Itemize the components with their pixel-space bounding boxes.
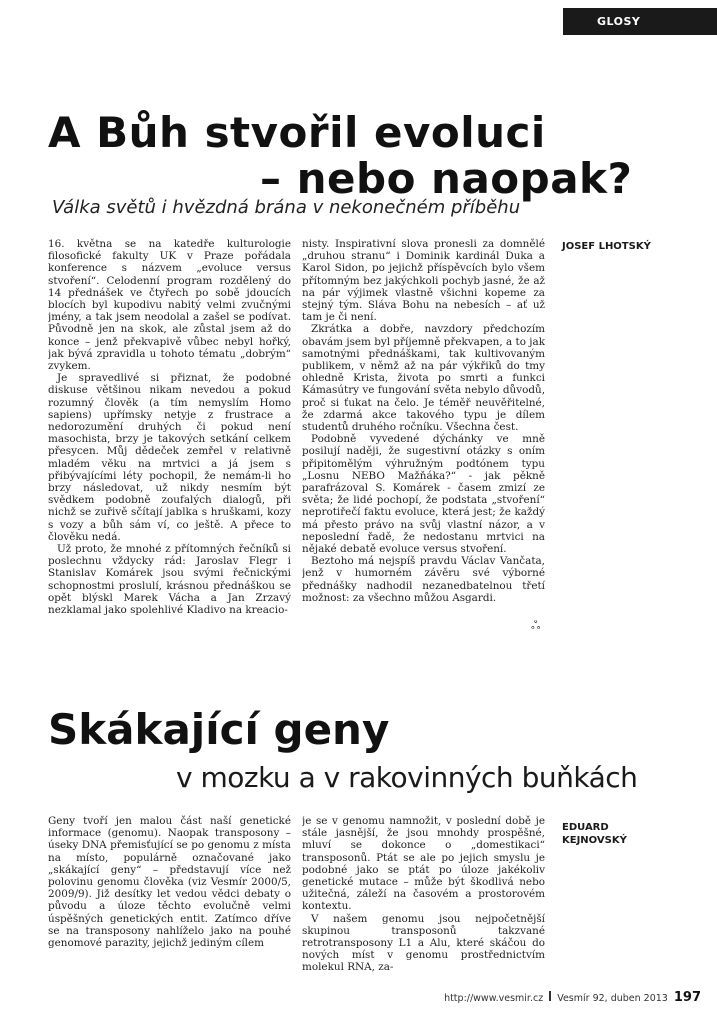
article-1-paragraph: Už proto, že mnohé z přítomných řečníků si poslechnu vždycky rád: Jaroslav Flegr i Stanislav Komárek jsou svými řečnickými schopnostmi proslulí, krásnou přednáškou se opět blýskl Marek Vácha a Jan Zrzavý nezklamal jako spolehlivé Kladivo na kreacio- [48,543,291,617]
end-mark-icon: ஃ [531,618,541,632]
footer-separator [549,991,551,1001]
article-2-subtitle: v mozku a v rakovinných buňkách [176,761,638,794]
article-2-paragraph: je se v genomu namnožit, v poslední době je stále jasnější, že jsou mnohdy prospěšné, mluví se dokonce o „domestikaci“ transposonů. Ptát se ale po jejich smyslu je podobné jako se ptát po úloze jakékoliv genetické mutace – může být škodlivá nebo užitečná, záleží na časovém a prostorovém kontextu. [302,815,545,913]
article-1-author: JOSEF LHOTSKÝ [562,241,651,252]
article-1-paragraph: Beztoho má nejspíš pravdu Václav Vančata, jenž v humorném závěru své výborné přednášky nadhodil nezanedbatelnou třetí možnost: za všechno můžou Asgardi. [302,555,545,604]
article-1-subtitle: Válka světů i hvězdná brána v nekonečném příběhu [52,197,521,218]
article-1-paragraph: 16. května se na katedře kulturologie filosofické fakulty UK v Praze pořádala konference s názvem „evoluce versus stvoření“. Celodenní program rozdělený do 14 přednášek ve čtyřech po sobě jdoucích blocích byl kupodivu nabitý velmi zvučnými jmény, a tak jsem neodolal a zašel se podívat. Původně jen na skok, ale zůstal jsem až do konce – jenž překvapivě vůbec nebyl hořký, jak bývá zpravidla u tohoto tématu „dobrým“ zvykem. [48,238,291,373]
footer-issue: Vesmír 92, duben 2013 [557,993,668,1004]
article-2-author [562,821,627,847]
article-1-paragraph: Je spravedlivé si přiznat, že podobné diskuse většinou nikam nevedou a pokud rozumný člověk (a tím nemyslím Homo sapiens) upřímsky netyje z frustrace a nedorozumění druhých či pokud není masochista, brzy je takových setkání celkem přesycen. Můj dědeček zemřel v relativně mladém věku na mrtvici a já jsem s přibývajícími léty pochopil, že nemám-li ho brzy následovat, už nikdy nesmím být svědkem podobně zoufalých dialogů, při nichž se zuřivě sčítají jablka s hruškami, kozy s vozy a bůh sám ví, co ještě. A přece to člověku nedá. [48,372,291,543]
article-1-title [48,110,688,202]
article-2-column-1 [48,815,291,975]
article-1-paragraph: nisty. Inspirativní slova pronesli za domnělé „druhou stranu“ i Dominik kardinál Duka a Karol Sidon, po jejichž příspěvcích bylo všem přítomným bez jakýchkoli pochyb jasné, že až na pár výjimek vlastně všichni kopeme za stejný tým. Sláva Bohu na nebesích – ať už tam je či není. [302,238,545,324]
article-1-paragraph: Zkrátka a dobře, navzdory předchozím obavám jsem byl příjemně překvapen, a to jak samotnými přednáškami, tak kultivovaným publikem, v němž až na pár výkřiků do tmy ohledně Krista, života po smrti a funkci Kámasútry ve fungování světa nebylo důvodů, proč si ťukat na čelo. Je téměř neuvěřitelné, že zdarmá akce takového typu je dílem studentů druhého ročníku. Všechna čest. [302,323,545,434]
page-footer [444,990,701,1005]
footer-url[interactable]: http://www.vesmir.cz [444,993,544,1004]
article-2-author-line-2: KEJNOVSKÝ [562,835,627,846]
article-1-column-2 [302,238,545,640]
article-2-title: Skákající geny [48,705,390,754]
article-2-author-line-1: EDUARD [562,822,609,833]
article-1-title-line-2: – nebo naopak? [260,154,633,203]
article-2-paragraph: Geny tvoří jen malou část naší genetické informace (genomu). Naopak transposony – úseky DNA přemisťující se po genomu z místa na místo, populárně označované jako „skákající geny“ – představují více než polovinu genomu člověka (viz Vesmír 2000/5, 2009/9). Již desítky let vedou vědci debaty o původu a úloze těchto evolučně velmi úspěšných genetických entit. Zatímco dříve se na transposony nahlíželo jako na pouhé genomové parazity, jejichž jediným cílem [48,815,291,950]
article-2-column-2 [302,815,545,975]
article-1-title-line-1: A Bůh stvořil evoluci [48,108,546,157]
article-2-paragraph: V našem genomu jsou nejpočetnější skupinou transposonů takzvané retrotransposony L1 a Alu, které skáčou do nových míst v genomu prostřednictvím molekul RNA, za- [302,912,545,974]
section-tag: GLOSY [563,8,717,35]
article-1-paragraph: Podobně vyvedené dýchánky ve mně posilují naději, že sugestivní otázky s oním připitomělým výhružným podtónem typu „Losnu NEBO Mažňáka?“ - jak pěkně parafrázoval S. Komárek - časem zmizí ze světa; že lidé pochopí, že podstata „stvoření“ neprotiřečí faktu evoluce, která jest; že každý má přesto právo na svůj vlastní názor, a v neposlední řadě, že nedostanu mrtvici na nějaké debatě evoluce versus stvoření. [302,433,545,556]
page-number: 197 [673,990,701,1005]
article-1-column-1 [48,238,291,640]
